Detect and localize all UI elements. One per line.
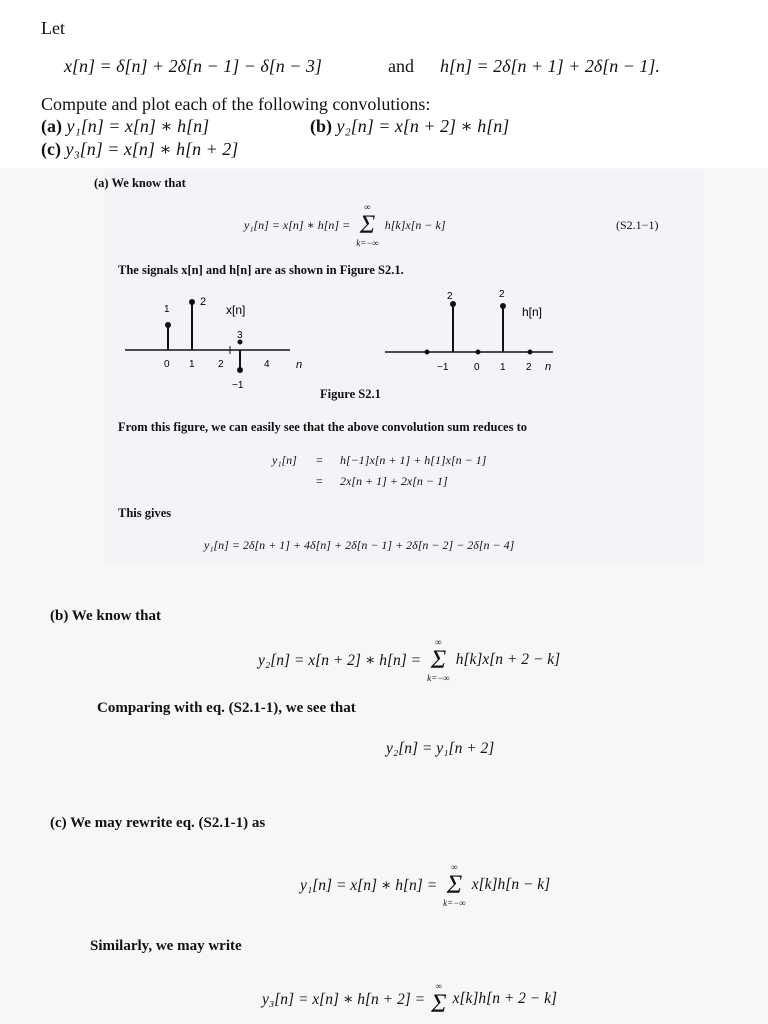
sum-upper-b: ∞ [435,636,442,647]
item-a-expr: y₁[n] = x[n] ∗ h[n] [66,116,210,136]
this-gives: This gives [118,506,172,520]
part-a-intro: (a) We know that [94,176,186,190]
sum-lower-c1: k=−∞ [443,897,466,908]
part-a-eq2-line2: 2x[n + 1] + 2x[n − 1] [340,474,448,488]
part-c-eq2-lhs: y₃[n] = x[n] ∗ h[n + 2] = [262,990,426,1008]
part-c-eq2 [262,974,557,1024]
h-tick-neg1: −1 [437,362,449,373]
h-value-at-1: 2 [499,289,505,300]
part-b-eq2: y₂[n] = y₁[n + 2] [386,740,495,757]
h-tick-2: 2 [526,362,532,373]
let-word: Let [41,18,65,38]
part-a-eq2-line1: h[−1]x[n + 1] + h[1]x[n − 1] [340,453,487,467]
h-value-at-neg1: 2 [447,291,453,302]
sum-upper-c1: ∞ [451,861,458,872]
figure-caption: Figure S2.1 [320,387,381,401]
x-signal-label: x[n] [226,303,246,317]
part-c-eq2-rhs: x[k]h[n + 2 − k] [452,990,558,1007]
sum-upper-c2: ∞ [435,980,443,991]
part-b-compare: Comparing with eq. (S2.1-1), we see that [97,700,356,716]
reduce-text: From this figure, we can easily see that the above convolution sum reduces to [118,420,528,434]
item-a-label: (a) [41,116,62,136]
sum-lower: k=−∞ [356,237,379,248]
item-c-label: (c) [41,139,61,159]
part-c-eq1-rhs: x[k]h[n − k] [471,876,551,893]
item-b-expr: y₂[n] = x[n + 2] ∗ h[n] [336,116,510,136]
h-signal-label: h[n] [522,305,543,319]
part-c-eq1-lhs: y₁[n] = x[n] ∗ h[n] = [300,876,438,894]
sum-lower-b: k=−∞ [427,672,450,683]
h-tick-1: 1 [500,362,506,373]
x-value-3: 3 [237,330,243,341]
part-b-intro: (b) We know that [50,608,161,624]
sigma-icon-c1: Σ [446,869,463,899]
h-tick-0: 0 [474,362,480,373]
part-a-eq1-lhs: y₁[n] = x[n] ∗ h[n] = [244,217,351,232]
part-a-eq1 [244,200,446,250]
and-word: and [388,56,414,76]
part-c-intro: (c) We may rewrite eq. (S2.1-1) as [50,815,266,831]
sigma-icon-b: Σ [430,644,447,674]
part-c-similarly: Similarly, we may write [90,938,242,954]
summation-symbol-c2 [431,982,446,1017]
part-a-eq2-eq1: = [316,453,323,467]
item-a [41,116,209,137]
part-a-eq2-eq2: = [316,474,323,488]
item-b-label: (b) [310,116,332,136]
part-b-eq1-lhs: y₂[n] = x[n + 2] ∗ h[n] = [258,651,422,669]
signals-text: The signals x[n] and h[n] are as shown in Figure S2.1. [118,263,404,277]
sigma-icon-c2: Σ [431,988,447,1018]
x-value-1: 1 [164,304,170,315]
part-b-eq1 [258,632,560,688]
part-a-eq2-lhs: y₁[n] [272,453,297,467]
sigma-icon: Σ [359,209,376,239]
part-a-eq1-rhs: h[k]x[n − k] [384,217,446,232]
summation-symbol-b [427,638,450,683]
sum-upper: ∞ [364,201,371,212]
x-value-neg1: −1 [232,380,244,391]
part-c-eq1 [300,856,550,914]
figure-h-stem-plot [385,288,575,383]
x-definition: x[n] = δ[n] + 2δ[n − 1] − δ[n − 3] [64,56,322,76]
item-c [41,139,238,160]
x-value-2: 2 [200,296,207,308]
h-axis-n: n [545,361,552,373]
summation-symbol-c1 [443,863,466,908]
summation-symbol [356,203,379,248]
x-tick-4: 4 [264,359,270,370]
x-tick-2: 2 [218,359,224,370]
instruction-text: Compute and plot each of the following convolutions: [41,94,431,114]
eq-tag-s2-1-1: (S2.1−1) [616,218,659,232]
x-tick-1: 1 [189,359,195,370]
h-definition: h[n] = 2δ[n + 1] + 2δ[n − 1]. [440,56,660,76]
item-b [310,116,509,137]
part-a-result: y₁[n] = 2δ[n + 1] + 4δ[n] + 2δ[n − 1] + 2δ[n − 2] − 2δ[n − 4] [204,538,515,552]
part-b-eq1-rhs: h[k]x[n + 2 − k] [455,651,561,668]
x-tick-0: 0 [164,359,170,370]
figure-x-stem-plot [120,290,320,400]
x-axis-n: n [296,359,303,371]
item-c-expr: y₃[n] = x[n] ∗ h[n + 2] [65,139,239,159]
